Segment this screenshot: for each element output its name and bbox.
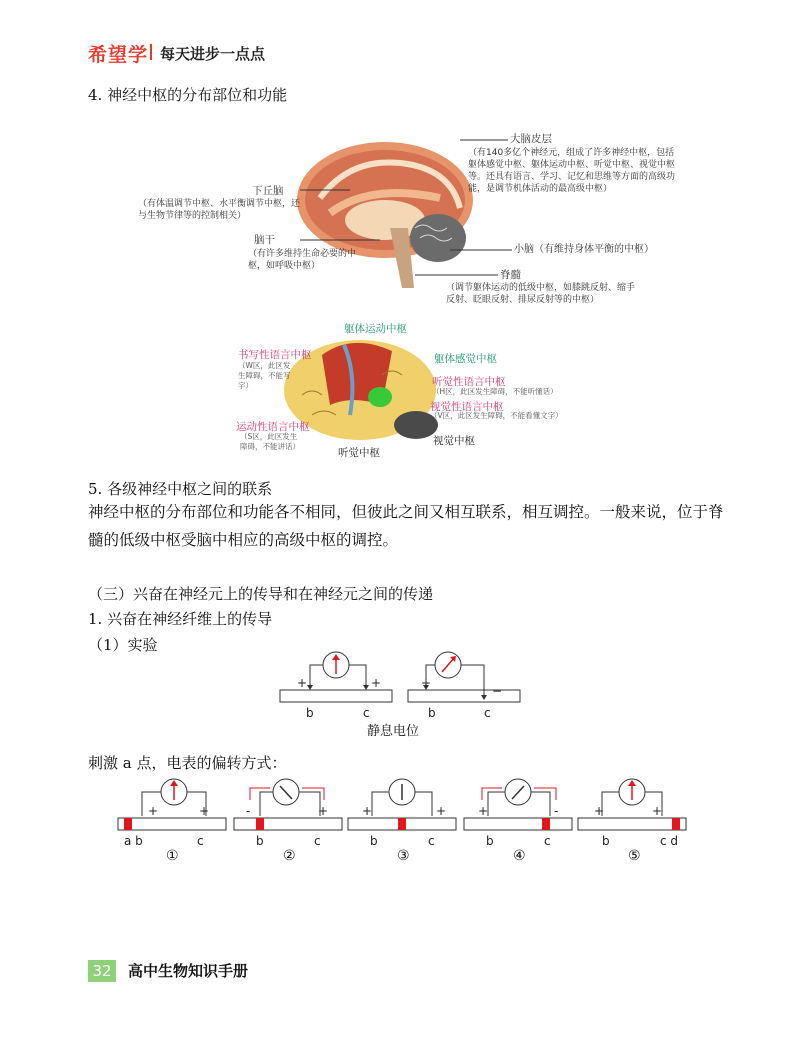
brain-figure-leaders (0, 0, 800, 320)
label-writing-center: 书写性语言中枢 (238, 349, 312, 361)
label-motor-cortex: 躯体运动中枢 (344, 323, 407, 335)
stim1-c: c (197, 834, 204, 848)
stim1-sign-c: + (199, 804, 210, 818)
label-brainstem-note: （有许多维持生命必要的中枢，如呼吸中枢） (248, 249, 357, 271)
stim2-sign-b: - (246, 804, 251, 818)
resting-sign-left-c: + (371, 676, 382, 690)
resting-caption: 静息电位 (367, 724, 420, 739)
section-3-heading: （三）兴奋在神经元上的传导和在神经元之间的传递 (88, 585, 434, 603)
stim5-b: b (602, 834, 610, 848)
resting-label-b1: b (306, 706, 314, 720)
label-auditory-center: 听觉中枢 (338, 447, 380, 459)
label-spinal-note: （调节躯体运动的低级中枢，如膝跳反射、缩手反射、眨眼反射、排尿反射等的中枢） (446, 283, 636, 305)
resting-sign-right-c: − (492, 684, 503, 698)
label-sensory-cortex: 躯体感觉中枢 (434, 353, 497, 365)
section-5-title: 5. 各级神经中枢之间的联系 (88, 480, 273, 498)
label-cerebellum: 小脑（有维持身体平衡的中枢） (514, 244, 654, 255)
resting-sign-right-b: + (421, 676, 432, 690)
stimulus-text: 刺激 a 点，电表的偏转方式： (88, 754, 287, 772)
stim1-sign-b: + (148, 804, 159, 818)
stim3-c: c (428, 834, 435, 848)
book-title: 高中生物知识手册 (128, 962, 249, 980)
stim5-sign-c: + (652, 804, 663, 818)
stim4-c: c (544, 834, 551, 848)
section-4-title: 4. 神经中枢的分布部位和功能 (88, 86, 288, 104)
label-visual-language-note: （V区，此区发生障碍，不能看懂文字） (430, 411, 563, 420)
stim3-sign-b: + (362, 804, 373, 818)
resting-label-c2: c (484, 706, 491, 720)
stim3-sign-c: + (436, 804, 447, 818)
stim4-sign-b: + (478, 804, 489, 818)
page-number: 32 (88, 960, 116, 982)
stim5-sign-b: + (594, 804, 605, 818)
label-hearing-language-note: （H区，此区发生障碍，不能听懂话） (432, 387, 558, 396)
label-visual-center: 视觉中枢 (433, 435, 475, 447)
stim2-sign-c: + (318, 804, 329, 818)
stim2-number: ② (283, 848, 296, 864)
sub-1-title: 1. 兴奋在神经纤维上的传导 (88, 610, 273, 628)
stim1-letters: a b (124, 834, 143, 848)
header-slogan: 每天进步一点点 (160, 45, 266, 63)
stim5-number: ⑤ (628, 848, 641, 864)
stim3-b: b (370, 834, 378, 848)
section-5-body: 神经中枢的分布部位和功能各不相同，但彼此之间又相互联系，相互调控。一般来说，位于脊髓的低级中枢受脑中相应的高级中枢的调控。 (88, 503, 724, 549)
label-cortex: 大脑皮层 (510, 133, 552, 145)
label-visual-language: 视觉性语言中枢 (430, 401, 504, 413)
stim4-b: b (486, 834, 494, 848)
experiment-title: （1）实验 (88, 636, 158, 654)
label-cortex-note: （有140多亿个神经元，组成了许多神经中枢，包括躯体感觉中枢、躯体运动中枢、听觉中枢、视觉中枢等。还具有语言、学习、记忆和思维等方面的高级功能，是调节机体活动的最高级中枢） (468, 148, 676, 194)
label-speech-note: （S区，此区发生障碍，不能讲话） (240, 432, 300, 451)
resting-label-b2: b (428, 706, 436, 720)
stim2-c: c (314, 834, 321, 848)
label-spinal: 脊髓 (500, 269, 521, 281)
brand-logo: 希望学 (88, 44, 149, 66)
stim4-sign-c: - (554, 804, 559, 818)
stim5-cd: c d (660, 834, 679, 848)
label-hypothalamus-note: （有体温调节中枢、水平衡调节中枢，还与生物节律等的控制相关） (138, 199, 301, 221)
label-hypothalamus: 下丘脑 (252, 185, 284, 197)
stim1-number: ① (166, 848, 179, 864)
label-speech-center: 运动性语言中枢 (236, 421, 310, 433)
label-writing-note: （W区，此区发生障碍，不能写字） (238, 361, 291, 390)
label-hearing-language: 听觉性语言中枢 (432, 376, 506, 388)
label-brainstem: 脑干 (254, 234, 275, 246)
resting-sign-left-b: + (297, 676, 308, 690)
resting-label-c1: c (363, 706, 370, 720)
stim2-b: b (256, 834, 264, 848)
stim3-number: ③ (397, 848, 410, 864)
stim4-number: ④ (513, 848, 526, 864)
